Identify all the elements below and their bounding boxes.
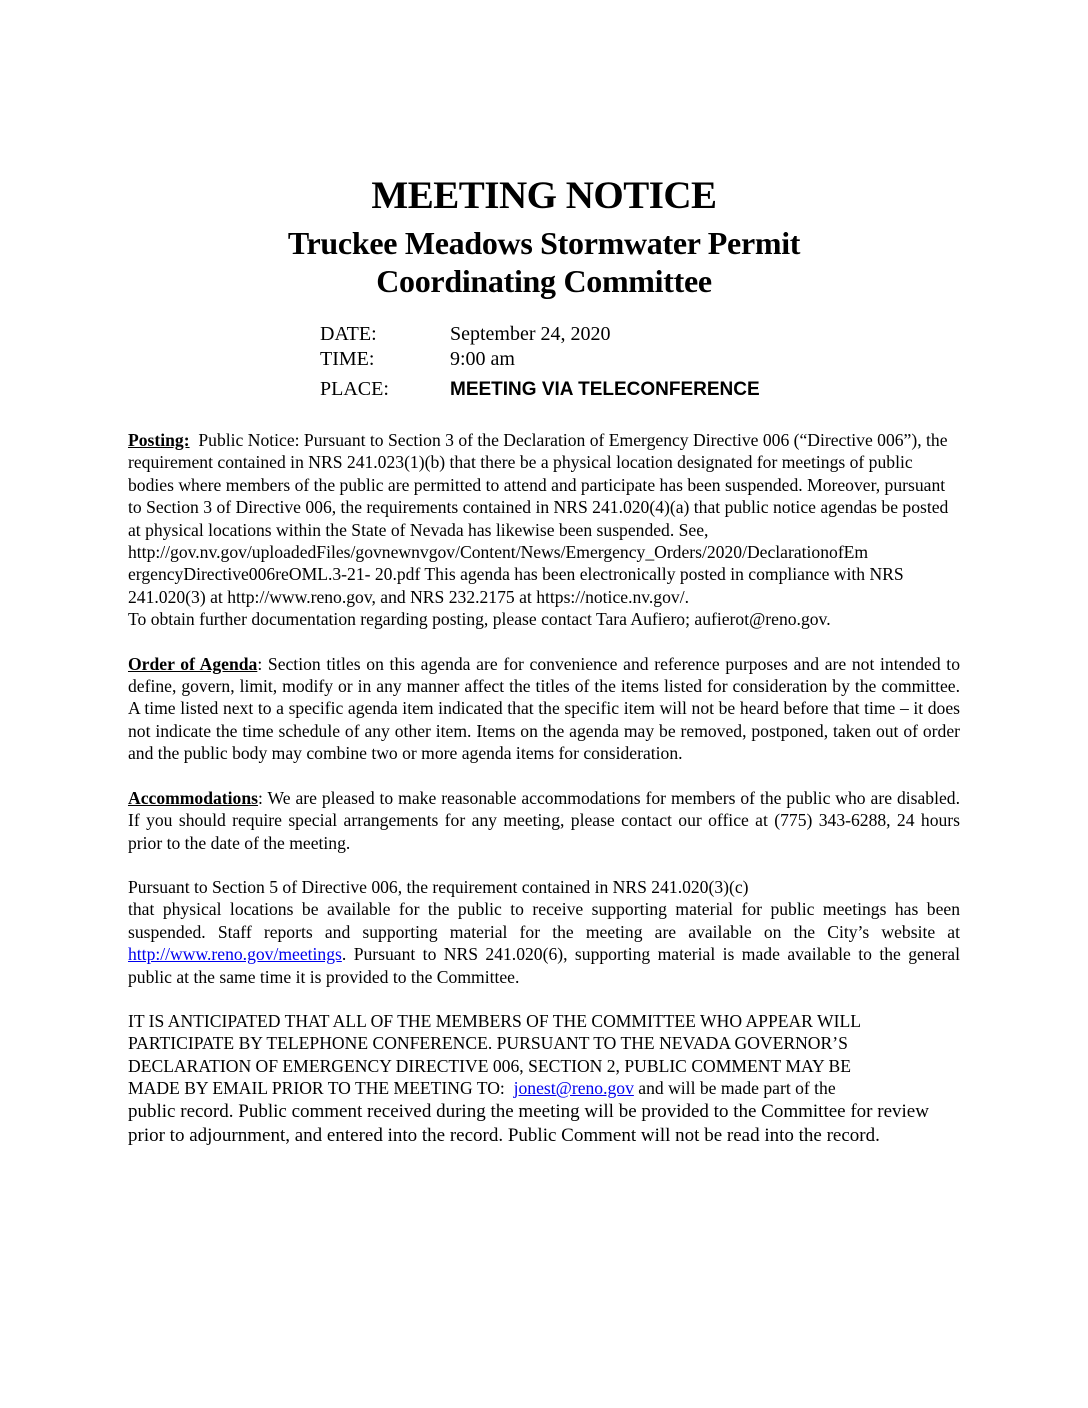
meeting-details [320, 322, 760, 404]
public-comment-line4-suffix: and will be made part of the [633, 1078, 836, 1099]
place-value: MEETING VIA TELECONFERENCE [450, 379, 760, 400]
page-title: MEETING NOTICE [371, 174, 717, 217]
public-comment-section [128, 1010, 960, 1148]
time-row [320, 347, 760, 372]
public-comment-caps-line3: DECLARATION OF EMERGENCY DIRECTIVE 006, SECTION 2, PUBLIC COMMENT MAY BE [128, 1055, 851, 1076]
public-comment-caps-line2: PARTICIPATE BY TELEPHONE CONFERENCE. PURSUANT TO THE NEVADA GOVERNOR’S [128, 1033, 848, 1054]
committee-name-line2: Coordinating Committee [376, 263, 712, 299]
supporting-material-line1: Pursuant to Section 5 of Directive 006, the requirement contained in NRS 241.020(3)(c) [128, 876, 749, 897]
order-of-agenda-heading: Order of Agenda [128, 653, 258, 674]
order-of-agenda-section [128, 653, 960, 765]
date-value: September 24, 2020 [450, 323, 611, 345]
public-comment-tail: public record. Public comment received during the meeting will be provided to the Committee for review prior to adjournment, and entered into the record. Public Comment will not be read into the record. [128, 1100, 929, 1146]
notice-body [128, 429, 960, 1148]
meetings-link[interactable]: http://www.reno.gov/meetings [128, 944, 342, 965]
accommodations-heading: Accommodations [128, 787, 258, 808]
accommodations-text: : We are pleased to make reasonable accommodations for members of the public who are disabled. If you should require special arrangements for any meeting, please contact our office at (775) 343-6288, 24 hours prior to the date of the meeting. [128, 787, 960, 853]
posting-contact: To obtain further documentation regarding posting, please contact Tara Aufiero; aufierot@reno.gov. [128, 609, 831, 630]
posting-heading: Posting: [128, 430, 190, 450]
public-comment-caps-line4 [128, 1077, 960, 1099]
order-of-agenda-text: : Section titles on this agenda are for convenience and reference purposes and are not intended to define, govern, limit, modify or in any manner affect the titles of the items listed for consideration by the committee. A time listed next to a specific agenda item indicated that the specific item will not be heard before that time – it does not indicate the time schedule of any other item. Items on the agenda may be removed, postponed, taken out of order and the public body may combine two or more agenda items for consideration. [128, 653, 960, 764]
title-block [0, 172, 1088, 300]
accommodations-section [128, 787, 960, 854]
date-row [320, 322, 760, 347]
time-value: 9:00 am [450, 348, 515, 370]
date-label: DATE: [320, 323, 377, 345]
posting-url-continuation: ergencyDirective006reOML.3-21- 20.pdf This agenda has been electronically posted in compliance with NRS 241.020(3) at http://www.reno.gov, and NRS 232.2175 at https://notice.nv.gov/. [128, 564, 904, 607]
time-label: TIME: [320, 348, 375, 370]
place-row [320, 374, 760, 404]
public-comment-caps-prefix: MADE BY EMAIL PRIOR TO THE MEETING TO: [128, 1078, 510, 1099]
committee-name-line1: Truckee Meadows Stormwater Permit [287, 225, 801, 261]
supporting-material-section [128, 876, 960, 988]
posting-url-line: http://gov.nv.gov/uploadedFiles/govnewnvgov/Content/News/Emergency_Orders/2020/DeclarationofEm [128, 542, 869, 563]
supporting-material-text-after: . Pursuant to NRS 241.020(6), supporting material is made available to the general public at the same time it is provided to the Committee. [128, 944, 960, 987]
email-link[interactable]: jonest@reno.gov [513, 1078, 634, 1099]
supporting-material-text: that physical locations be available for the public to receive supporting material for public meetings has been suspended. Staff reports and supporting material for the meeting are available on the City’s website at [128, 899, 960, 942]
posting-text: Public Notice: Pursuant to Section 3 of the Declaration of Emergency Directive 006 (“Directive 006”), the requirement contained in NRS 241.023(1)(b) that there be a physical location designated for meetings of public bodies where members of the public are permitted to attend and participate has been suspended. Moreover, pursuant to Section 3 of Directive 006, the requirements contained in NRS 241.020(4)(a) that public notice agendas be posted at physical locations within the State of Nevada has likewise been suspended. See, [128, 430, 949, 540]
posting-section [128, 429, 960, 631]
public-comment-caps-line1: IT IS ANTICIPATED THAT ALL OF THE MEMBERS OF THE COMMITTEE WHO APPEAR WILL [128, 1010, 861, 1031]
place-label: PLACE: [320, 378, 389, 400]
